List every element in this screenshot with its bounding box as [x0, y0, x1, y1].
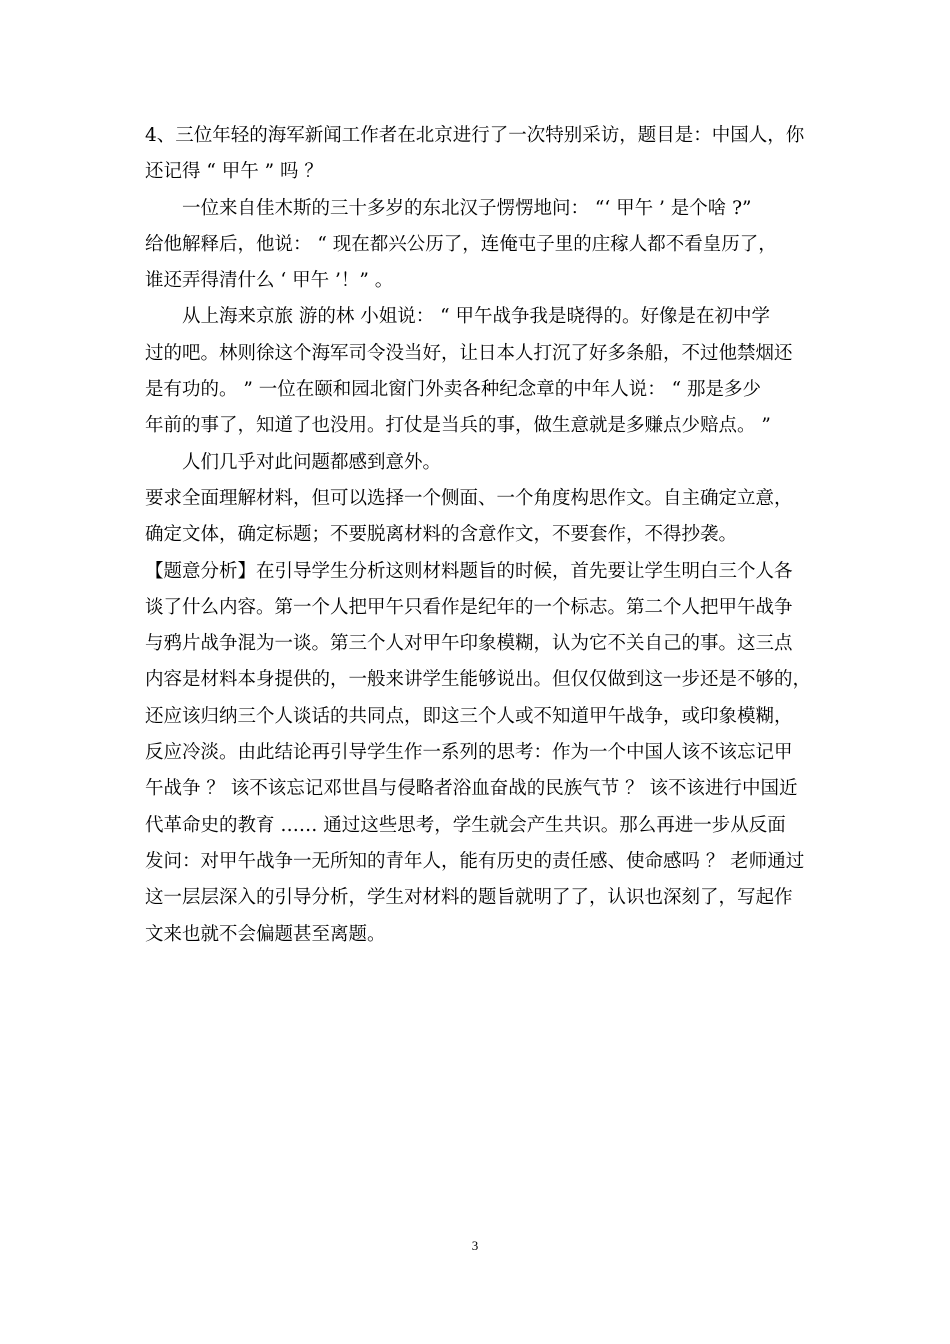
- text-line: 【题意分析】在引导学生分析这则材料题旨的时候，首先要让学生明白三个人各: [145, 560, 793, 582]
- text-line: 内容是材料本身提供的，一般来讲学生能够说出。但仅仅做到这一步还是不够的，: [145, 669, 812, 691]
- text-line: 人们几乎对此问题都感到意外。: [182, 451, 442, 473]
- text-line: 与鸦片战争混为一谈。第三个人对甲午印象模糊，认为它不关自己的事。这三点: [145, 633, 793, 655]
- text-line: 从上海来京旅 游的林 小姐说： “ 甲午战争我是晓得的。好像是在初中学: [182, 306, 770, 328]
- text-line: 还记得 “ 甲午 ” 吗 ？: [145, 161, 323, 183]
- text-line: 4、三位年轻的海军新闻工作者在北京进行了一次特别采访，题目是：中国人，你: [145, 125, 805, 146]
- text-line: 年前的事了，知道了也没用。打仗是当兵的事，做生意就是多赚点少赔点。 ”: [145, 415, 771, 437]
- text-line: 文来也就不会偏题甚至离题。: [145, 923, 386, 945]
- text-line: 这一层层深入的引导分析，学生对材料的题旨就明了了，认识也深刻了，写起作: [145, 887, 793, 909]
- text-line: 确定文体，确定标题；不要脱离材料的含意作文，不要套作，不得抄袭。: [145, 524, 738, 546]
- document-body: [145, 118, 820, 953]
- text-line: 谈了什么内容。第一个人把甲午只看作是纪年的一个标志。第二个人把甲午战争: [145, 596, 793, 618]
- text-line: 代革命史的教育 …… 通过这些思考，学生就会产生共识。那么再进一步从反面: [145, 814, 786, 836]
- text-line: 反应冷淡。由此结论再引导学生作一系列的思考：作为一个中国人该不该忘记甲: [145, 742, 793, 764]
- text-line: 要求全面理解材料，但可以选择一个侧面、一个角度构思作文。自主确定立意，: [145, 487, 793, 509]
- page-number: 3: [471, 1238, 479, 1253]
- text-line: 发问：对甲午战争一无所知的青年人，能有历史的责任感、使命感吗 ？ 老师通过: [145, 850, 805, 872]
- text-line: 还应该归纳三个人谈话的共同点，即这三个人或不知道甲午战争，或印象模糊，: [145, 705, 793, 727]
- text-line: 给他解释后，他说： “ 现在都兴公历了，连俺屯子里的庄稼人都不看皇历了，: [145, 233, 777, 255]
- text-line: 谁还弄得清什么 ‘ 甲午 ’！” 。: [145, 270, 394, 292]
- text-line: 一位来自佳木斯的三十多岁的东北汉子愣愣地问： “‘ 甲午 ’ 是个啥 ?”: [182, 197, 752, 219]
- text-line: 是有功的。 ” 一位在颐和园北窗门外卖各种纪念章的中年人说： “ 那是多少: [145, 379, 761, 401]
- text-line: 过的吧。林则徐这个海军司令没当好，让日本人打沉了好多条船，不过他禁烟还: [145, 342, 793, 364]
- text-line: 午战争 ？ 该不该忘记邓世昌与侵略者浴血奋战的民族气节 ？ 该不该进行中国近: [145, 778, 798, 800]
